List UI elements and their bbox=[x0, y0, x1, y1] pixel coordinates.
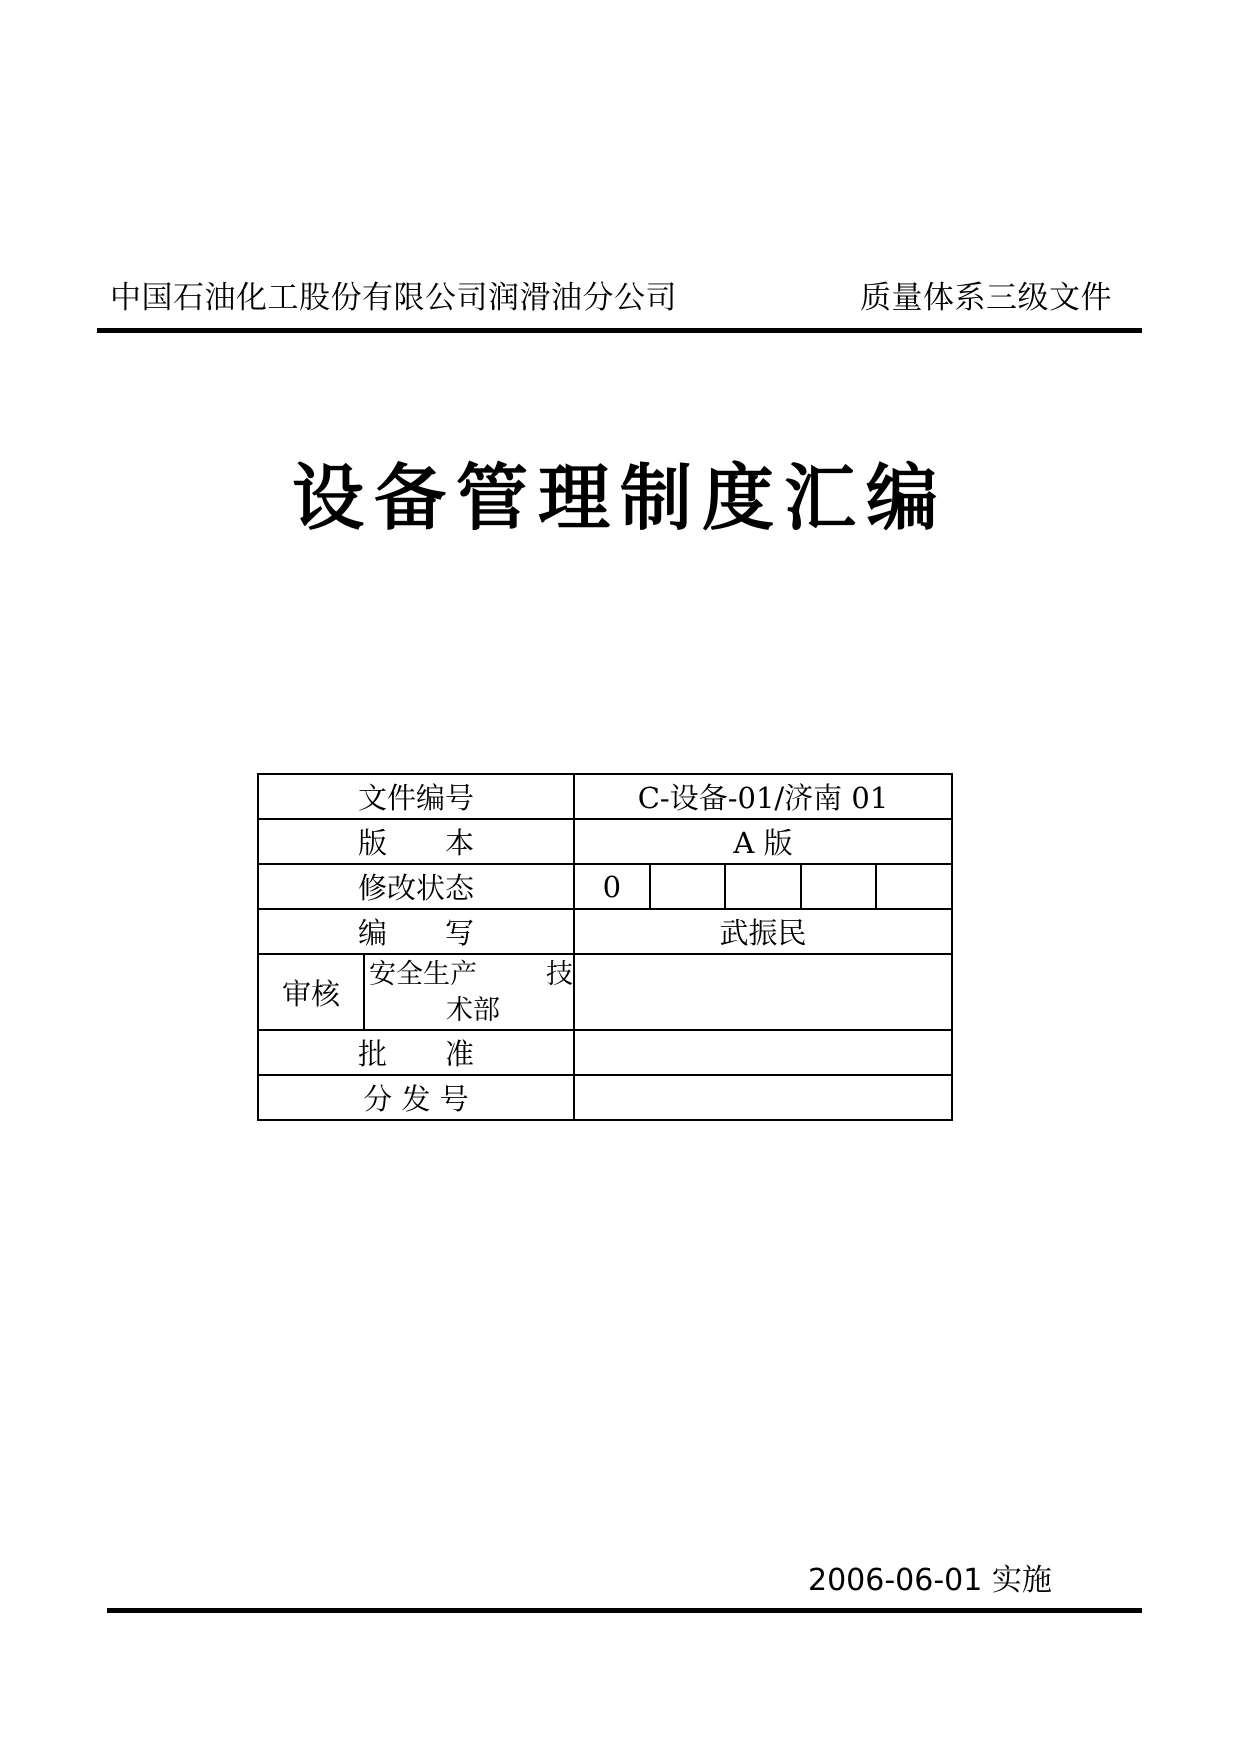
table-row-approve bbox=[258, 1030, 952, 1075]
version-label: 版 本 bbox=[258, 819, 574, 864]
table-row-author bbox=[258, 909, 952, 954]
revision-cell bbox=[877, 865, 951, 908]
table-row-review bbox=[258, 954, 952, 1030]
revision-cell: 0 bbox=[575, 865, 651, 908]
review-value bbox=[574, 954, 952, 1030]
revision-cell bbox=[651, 865, 727, 908]
footer-rule bbox=[107, 1608, 1142, 1613]
author-label: 编 写 bbox=[258, 909, 574, 954]
company-name: 中国石油化工股份有限公司润滑油分公司 bbox=[110, 280, 677, 316]
review-label: 审核 bbox=[259, 955, 365, 1029]
revision-status-cells bbox=[574, 864, 952, 909]
doc-number-label: 文件编号 bbox=[258, 774, 574, 819]
revision-cell bbox=[802, 865, 878, 908]
effective-date: 2006-06-01 实施 bbox=[808, 1563, 1052, 1598]
revision-label: 修改状态 bbox=[258, 864, 574, 909]
review-department-part2: 技 bbox=[546, 959, 573, 990]
review-label-cell bbox=[258, 954, 574, 1030]
author-value: 武振民 bbox=[574, 909, 952, 954]
table-row-doc-number bbox=[258, 774, 952, 819]
document-title: 设备管理制度汇编 bbox=[291, 455, 948, 540]
revision-cell bbox=[726, 865, 802, 908]
approve-value bbox=[574, 1030, 952, 1075]
doc-number-value: C-设备-01/济南 01 bbox=[574, 774, 952, 819]
distribution-value bbox=[574, 1075, 952, 1120]
review-department-part1: 安全生产 bbox=[369, 959, 477, 990]
document-level: 质量体系三级文件 bbox=[860, 280, 1112, 316]
review-department-part3: 术部 bbox=[446, 995, 500, 1026]
header-rule bbox=[97, 328, 1142, 333]
table-row-distribution bbox=[258, 1075, 952, 1120]
review-department bbox=[365, 955, 573, 1029]
version-value: A 版 bbox=[574, 819, 952, 864]
distribution-label: 分 发 号 bbox=[258, 1075, 574, 1120]
table-row-version bbox=[258, 819, 952, 864]
table-row-revision bbox=[258, 864, 952, 909]
approve-label: 批 准 bbox=[258, 1030, 574, 1075]
document-info-table bbox=[257, 773, 953, 1121]
